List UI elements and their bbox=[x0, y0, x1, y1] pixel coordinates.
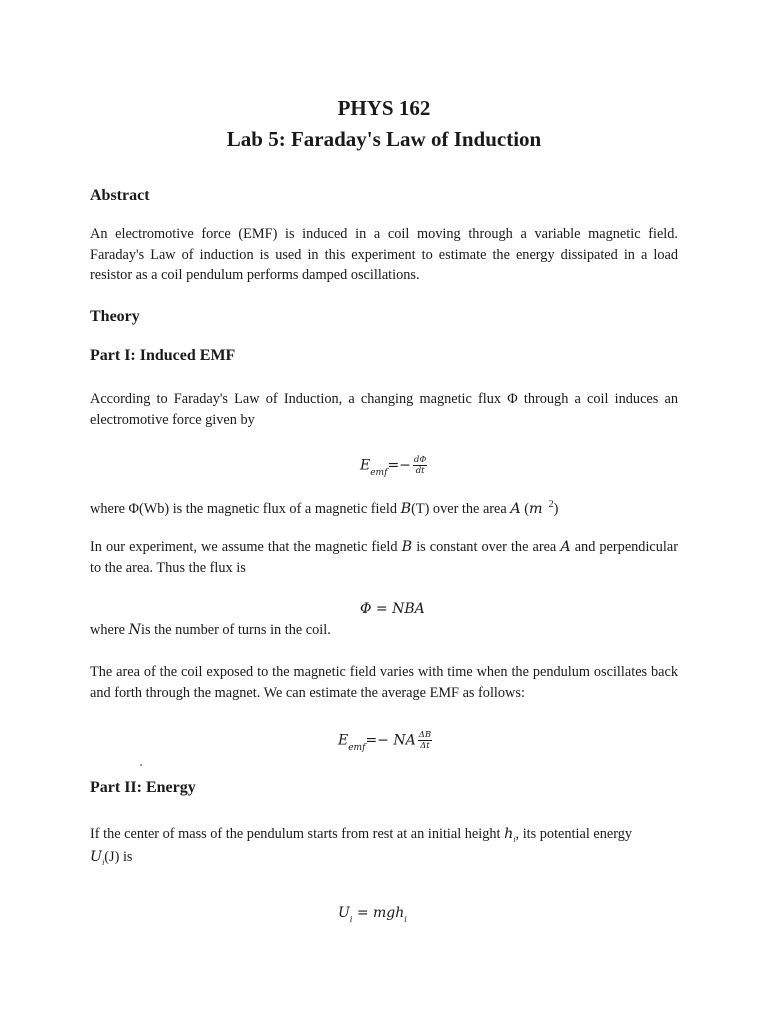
p3-var-a: A bbox=[560, 539, 571, 555]
p2-text-1: where Φ(Wb) is the magnetic flux of a magnetic field bbox=[90, 500, 401, 517]
eq1-fraction bbox=[413, 455, 427, 476]
eq4-lhs-sub: i bbox=[349, 915, 353, 924]
stray-dot bbox=[140, 764, 142, 766]
p2-var-b: B bbox=[400, 500, 412, 517]
part1-paragraph-4 bbox=[90, 620, 678, 641]
p4-text-1: where bbox=[90, 622, 129, 638]
eq4-rhs: = mgh bbox=[352, 905, 405, 921]
eq3-lhs: E bbox=[338, 732, 349, 749]
part1-paragraph-5: The area of the coil exposed to the magnetic field varies with time when the pendulum oscillates back and forth through the magnet. We can estimate the average EMF as follows: bbox=[90, 664, 678, 701]
p4-text-2: is the number of turns in the coil. bbox=[141, 622, 331, 638]
p3-text-3: and perpendicular to the area. Thus the flux is bbox=[90, 539, 679, 576]
part2-text-1: If the center of mass of the pendulum starts from rest at an initial height bbox=[90, 826, 505, 842]
p3-text-1: In our experiment, we assume that the magnetic field bbox=[90, 539, 402, 555]
p2-text-3: ( bbox=[520, 500, 529, 517]
equation-emf-derivative bbox=[360, 455, 427, 477]
eq1-numerator: dΦ bbox=[413, 455, 427, 465]
part2-paragraph-1 bbox=[90, 824, 678, 869]
part1-paragraph-1: According to Faraday's Law of Induction, a changing magnetic flux Φ through a coil induces an electromotive force given by bbox=[90, 391, 678, 428]
part2-var-u-sub: i bbox=[102, 857, 105, 867]
eq1-lhs-sub: emf bbox=[370, 467, 388, 478]
part2-text-2: , its potential energy bbox=[515, 826, 633, 842]
equation-potential-energy bbox=[338, 904, 407, 924]
equation-average-emf bbox=[338, 730, 432, 752]
course-title: PHYS 162 bbox=[337, 96, 431, 120]
part2-text-3: (J) is bbox=[104, 848, 133, 865]
p2-text-2: (T) over the area bbox=[411, 500, 511, 517]
eq4-rhs-sub: i bbox=[404, 915, 407, 924]
p2-text-4: ) bbox=[553, 500, 559, 517]
part1-heading: Part I: Induced EMF bbox=[90, 347, 236, 364]
lab-title: Lab 5: Faraday's Law of Induction bbox=[226, 127, 542, 151]
abstract-heading: Abstract bbox=[90, 187, 150, 204]
abstract-text: An electromotive force (EMF) is induced in a coil moving through a variable magnetic field. Faraday's Law of induction is used in this experiment to estimate the energy dissipated in a load resistor as a coil pendulum performs damped oscillations. bbox=[90, 226, 678, 283]
part2-var-u: U bbox=[90, 848, 103, 865]
p2-superscript: 2 bbox=[548, 499, 554, 510]
eq1-denominator: dt bbox=[415, 466, 425, 476]
eq3-operator: =− NA bbox=[365, 732, 416, 749]
eq3-denominator: Δt bbox=[420, 741, 430, 751]
part2-heading: Part II: Energy bbox=[90, 779, 196, 796]
eq1-operator: =− bbox=[387, 457, 411, 474]
eq4-lhs: U bbox=[338, 905, 350, 921]
p3-var-b: B bbox=[401, 539, 413, 555]
part2-var-h: h bbox=[504, 826, 514, 842]
part1-paragraph-3 bbox=[90, 537, 678, 578]
part2-var-h-sub: i bbox=[513, 835, 516, 844]
eq3-numerator: ΔB bbox=[418, 730, 432, 740]
part1-paragraph-2 bbox=[90, 495, 678, 519]
p3-text-2: is constant over the area bbox=[412, 539, 561, 555]
p2-var-a: A bbox=[510, 500, 521, 517]
eq3-fraction bbox=[418, 730, 432, 751]
eq3-lhs-sub: emf bbox=[348, 742, 366, 753]
theory-heading: Theory bbox=[90, 308, 140, 325]
p2-var-m: m bbox=[529, 500, 543, 517]
eq1-lhs: E bbox=[360, 457, 371, 474]
equation-flux: Φ = NBA bbox=[360, 601, 425, 617]
p4-var-n: N bbox=[128, 622, 142, 638]
